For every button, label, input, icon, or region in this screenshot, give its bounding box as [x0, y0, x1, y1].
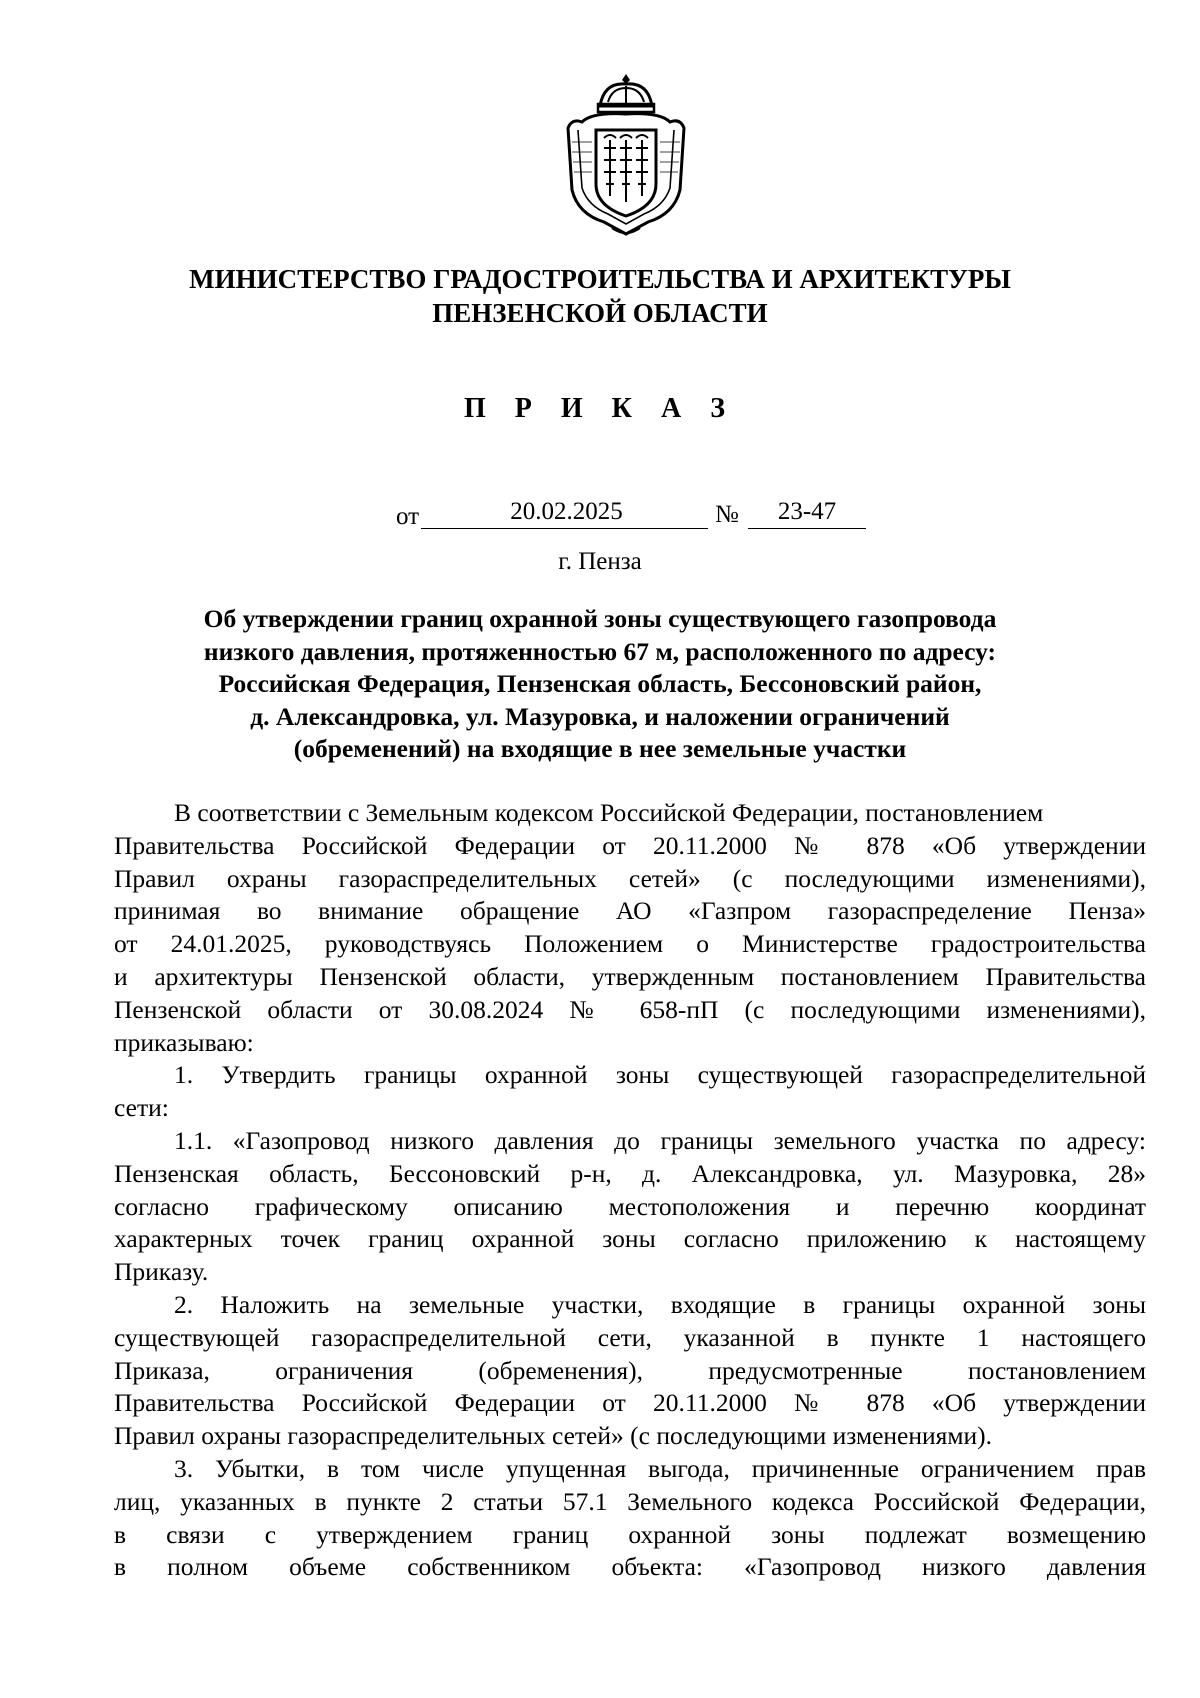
body-line: принимая во внимание обращение АО «Газпром газораспределение Пенза»: [114, 896, 1146, 926]
body-line: 2. Наложить на земельные участки, входящие в границы охранной зоны: [174, 1289, 1146, 1319]
body-line: в полном объеме собственником объекта: «Газопровод низкого давления: [114, 1552, 1146, 1582]
subject-line: низкого давления, протяженностью 67 м, расположенного по адресу:: [203, 636, 997, 666]
ministry-name-line-2: ПЕНЗЕНСКОЙ ОБЛАСТИ: [432, 298, 768, 328]
body-line: Пензенской области от 30.08.2024 № 658-пП (с последующими изменениями),: [114, 994, 1146, 1024]
body-line: от 24.01.2025, руководствуясь Положением о Министерстве градостроительства: [114, 929, 1146, 959]
subject-line: д. Александровка, ул. Мазуровка, и наложении ограничений: [250, 701, 950, 731]
body-line: Правительства Российской Федерации от 20.11.2000 № 878 «Об утверждении: [114, 830, 1146, 860]
coat-of-arms-emblem: [564, 72, 688, 240]
subject-line: Российская Федерация, Пензенская область, Бессоновский район,: [218, 669, 982, 698]
body-line: в связи с утверждением границ охранной зоны подлежат возмещению: [114, 1519, 1146, 1549]
body-line: 1.1. «Газопровод низкого давления до границы земельного участка по адресу:: [174, 1125, 1146, 1155]
document-type-heading: П Р И К А З: [464, 393, 736, 424]
body-line: лиц, указанных в пункте 2 статьи 57.1 Земельного кодекса Российской Федерации,: [114, 1486, 1146, 1516]
body-line: 3. Убытки, в том числе упущенная выгода, причиненные ограничением прав: [174, 1453, 1146, 1483]
document-body: [114, 797, 1146, 1584]
body-line: сети:: [114, 1093, 169, 1123]
body-line: В соответствии с Земельным кодексом Российской Федерации, постановлением: [174, 798, 1044, 827]
document-number: 23-47: [777, 498, 837, 525]
body-line: Правительства Российской Федерации от 20.11.2000 № 878 «Об утверждении: [114, 1388, 1146, 1418]
date-underline: [421, 528, 708, 529]
subject-line: Об утверждении границ охранной зоны существующего газопровода: [203, 604, 997, 633]
body-line: приказываю:: [114, 1027, 254, 1057]
number-sign: №: [715, 501, 739, 528]
body-line: и архитектуры Пензенской области, утвержденным постановлением Правительства: [114, 961, 1146, 991]
number-underline: [748, 528, 866, 529]
body-line: Правил охраны газораспределительных сетей» (с последующими изменениями),: [114, 863, 1146, 893]
date-prefix: от: [396, 503, 420, 530]
body-line: Правил охраны газораспределительных сетей» (с последующими изменениями).: [114, 1421, 993, 1451]
ministry-name-line-1: МИНИСТЕРСТВО ГРАДОСТРОИТЕЛЬСТВА И АРХИТЕКТУРЫ: [189, 264, 1011, 294]
body-line: существующей газораспределительной сети, указанной в пункте 1 настоящего: [114, 1322, 1146, 1352]
city-name: г. Пенза: [558, 548, 642, 575]
document-date: 20.02.2025: [510, 498, 623, 525]
body-line: Приказа, ограничения (обременения), предусмотренные постановлением: [114, 1355, 1146, 1385]
body-line: Пензенская область, Бессоновский р-н, д. Александровка, ул. Мазуровка, 28»: [114, 1158, 1146, 1188]
body-line: 1. Утвердить границы охранной зоны существующей газораспределительной: [174, 1060, 1146, 1090]
body-line: Приказу.: [114, 1257, 209, 1287]
subject-line: (обременений) на входящие в нее земельные участки: [293, 734, 907, 763]
body-line: согласно графическому описанию местоположения и перечню координат: [114, 1191, 1146, 1221]
document-subject: [150, 603, 1050, 766]
body-line: характерных точек границ охранной зоны согласно приложению к настоящему: [114, 1224, 1146, 1254]
